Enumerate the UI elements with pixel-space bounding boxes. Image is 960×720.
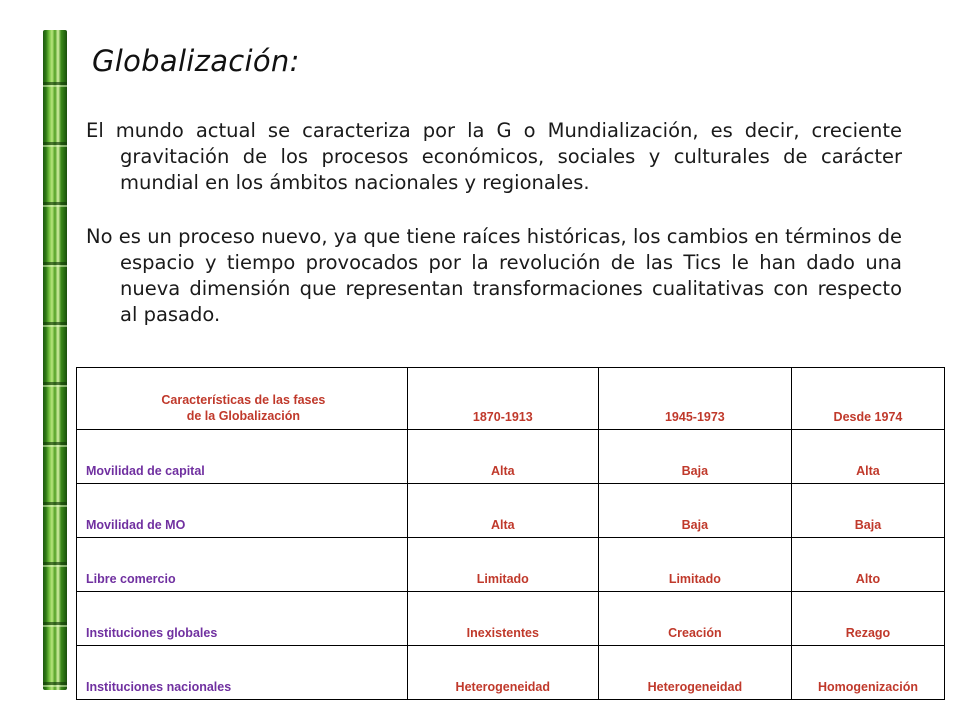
cell-value: Alta: [407, 484, 598, 538]
paragraph-2: No es un proceso nuevo, ya que tiene raíces históricas, los cambios en términos de espacio y tiempo provocados por la revolución de las Tics le han dado una nueva dimensión que representan transformaciones cualitativas con respecto al pasado.: [86, 225, 902, 326]
cell-value: Baja: [598, 484, 791, 538]
header-label-cell: [77, 368, 408, 430]
table-row: [77, 430, 945, 484]
table-row: [77, 592, 945, 646]
cell-value: Alta: [407, 430, 598, 484]
header-period-2: 1945-1973: [598, 368, 791, 430]
cell-value: Heterogeneidad: [598, 646, 791, 700]
bamboo-decoration: [43, 30, 67, 690]
cell-value: Heterogeneidad: [407, 646, 598, 700]
header-period-1: 1870-1913: [407, 368, 598, 430]
header-label-line-2: de la Globalización: [186, 409, 300, 423]
table-row: [77, 538, 945, 592]
table-row: [77, 484, 945, 538]
body-text: [86, 118, 902, 356]
cell-value: Alto: [791, 538, 944, 592]
row-label: Instituciones nacionales: [77, 646, 408, 700]
row-label: Instituciones globales: [77, 592, 408, 646]
paragraph-1: El mundo actual se caracteriza por la G o Mundialización, es decir, creciente gravitación de los procesos económicos, sociales y culturales de carácter mundial en los ámbitos nacionales y regionales.: [86, 119, 902, 194]
header-label-line-1: Características de las fases: [161, 393, 326, 407]
row-label: Movilidad de capital: [77, 430, 408, 484]
cell-value: Baja: [791, 484, 944, 538]
row-label: Movilidad de MO: [77, 484, 408, 538]
table-header-row: [77, 368, 945, 430]
cell-value: Creación: [598, 592, 791, 646]
cell-value: Limitado: [598, 538, 791, 592]
table-row: [77, 646, 945, 700]
globalization-phases-table: [76, 367, 945, 700]
cell-value: Homogenización: [791, 646, 944, 700]
cell-value: Rezago: [791, 592, 944, 646]
slide-title: Globalización:: [92, 44, 300, 78]
header-period-3: Desde 1974: [791, 368, 944, 430]
cell-value: Alta: [791, 430, 944, 484]
row-label: Libre comercio: [77, 538, 408, 592]
cell-value: Baja: [598, 430, 791, 484]
cell-value: Inexistentes: [407, 592, 598, 646]
cell-value: Limitado: [407, 538, 598, 592]
